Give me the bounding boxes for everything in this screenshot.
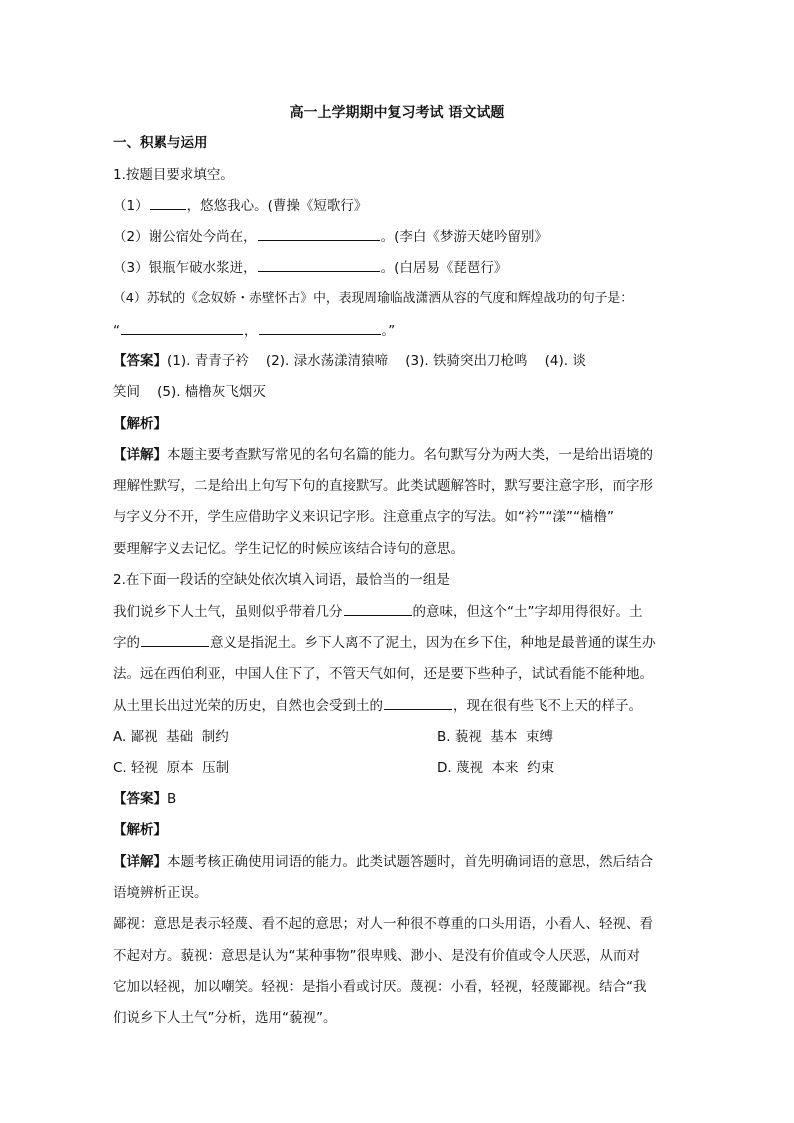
q2-detail-line: 它加以轻视，加以嘲笑。轻视：是指小看或讨厌。蔑视：小看，轻视，轻蔑鄙视。结合“我 — [113, 979, 647, 995]
answer-label: 【答案】 — [113, 353, 167, 369]
q1-item-4: （4）苏轼的《念奴娇・赤壁怀古》中，表现周瑜临战潇洒从容的气度和辉煌战功的句子是： — [113, 291, 634, 306]
detail-label: 【详解】 — [113, 854, 167, 870]
option-a: A. 鄙视 基础 制约 — [113, 729, 229, 745]
passage-text: 意义是指泥土。乡下人离不了泥土，因为在乡下住，种地是最普通的谋生办 — [210, 635, 656, 651]
q2-detail-line: 语境辨析正误。 — [113, 885, 208, 901]
q1-item-3 — [113, 257, 683, 278]
passage-text: 从土里长出过光荣的历史，自然也会受到土的 — [113, 698, 383, 714]
q2-stem: 2.在下面一段话的空缺处依次填入词语，最恰当的一组是 — [113, 572, 450, 588]
option-b: B. 藐视 基本 束缚 — [437, 729, 554, 745]
q2-passage-line — [113, 632, 683, 653]
q2-passage-line — [113, 695, 683, 716]
page-title: 高一上学期期中复习考试 语文试题 — [289, 105, 505, 121]
answer-text: (1). 青青子衿 (2). 渌水荡漾清猿啼 (3). 铁骑突出刀枪鸣 (4). 谈 — [167, 353, 586, 369]
q1-item-4-blanks — [113, 320, 683, 341]
fill-blank — [344, 601, 412, 616]
section-heading: 一、积累与运用 — [113, 135, 208, 151]
fill-blank — [384, 695, 452, 710]
q2-detail-line: 们说乡下人土气”分析，选用“藐视”。 — [113, 1010, 337, 1026]
quote-close: 。” — [381, 323, 396, 339]
fill-blank — [121, 320, 243, 335]
q1-detail-line: 理解性默写，二是给出上句写下句的直接默写。此类试题解答时，默写要注意字形，而字形 — [113, 478, 653, 494]
item-text: 。(李白《梦游天姥吟留别》 — [380, 229, 548, 245]
detail-label: 【详解】 — [113, 447, 167, 463]
passage-text: 的意味，但这个“土”字却用得很好。土 — [412, 604, 643, 620]
q2-detail-line: 不起对方。藐视：意思是认为“某种事物”很卑贱、渺小、是没有价值或令人厌恶，从而对 — [113, 948, 640, 964]
item-text: 。(白居易《琵琶行》 — [380, 260, 508, 276]
q1-answer — [113, 351, 683, 371]
passage-text: 字的 — [113, 635, 140, 651]
passage-text: 我们说乡下人土气，虽则似乎带着几分 — [113, 604, 343, 620]
fill-blank — [258, 257, 380, 272]
detail-text: 本题主要考查默写常见的名句名篇的能力。名句默写分为两大类，一是给出语境的 — [167, 447, 653, 463]
answer-text: B — [167, 791, 177, 807]
fill-blank — [258, 226, 380, 241]
q1-answer-cont: 笑间 (5). 樯橹灰飞烟灭 — [113, 384, 266, 400]
q1-item-2 — [113, 226, 683, 247]
item-text: （3）银瓶乍破水浆迸， — [113, 260, 257, 276]
fill-blank — [259, 320, 381, 335]
passage-text: ，现在很有些飞不上天的样子。 — [453, 698, 642, 714]
answer-label: 【答案】 — [113, 791, 167, 807]
fill-blank — [141, 632, 209, 647]
item-number: （1） — [113, 198, 149, 214]
q2-answer — [113, 789, 683, 809]
quote-open: “ — [113, 323, 120, 339]
q1-detail-line — [113, 445, 683, 465]
comma: ， — [244, 323, 258, 339]
q1-detail-line: 与字义分不开，学生应借助字义来识记字形。注意重点字的写法。如“衿”“漾”“樯橹” — [113, 509, 614, 525]
option-d: D. 蔑视 本来 约束 — [437, 760, 555, 776]
q2-detail-line — [113, 852, 683, 872]
q2-analysis-label: 【解析】 — [113, 822, 167, 838]
detail-text: 本题考核正确使用词语的能力。此类试题答题时，首先明确词语的意思，然后结合 — [167, 854, 653, 870]
option-c: C. 轻视 原本 压制 — [113, 760, 230, 776]
q1-item-1 — [113, 195, 683, 216]
q1-stem: 1.按题目要求填空。 — [113, 167, 234, 183]
fill-blank — [150, 195, 186, 210]
q2-detail-line: 鄙视：意思是表示轻蔑、看不起的意思；对人一种很不尊重的口头用语，小看人、轻视、看 — [113, 916, 653, 932]
item-text: （2）谢公宿处今尚在， — [113, 229, 257, 245]
item-text: ，悠悠我心。(曹操《短歌行》 — [186, 198, 368, 214]
q1-analysis-label: 【解析】 — [113, 416, 167, 432]
q2-passage-line — [113, 601, 683, 622]
q2-passage-line: 法。远在西伯利亚，中国人住下了，不管天气如何，还是要下些种子，试试看能不能种地。 — [113, 666, 653, 682]
q1-detail-line: 要理解字义去记忆。学生记忆的时候应该结合诗句的意思。 — [113, 541, 464, 557]
